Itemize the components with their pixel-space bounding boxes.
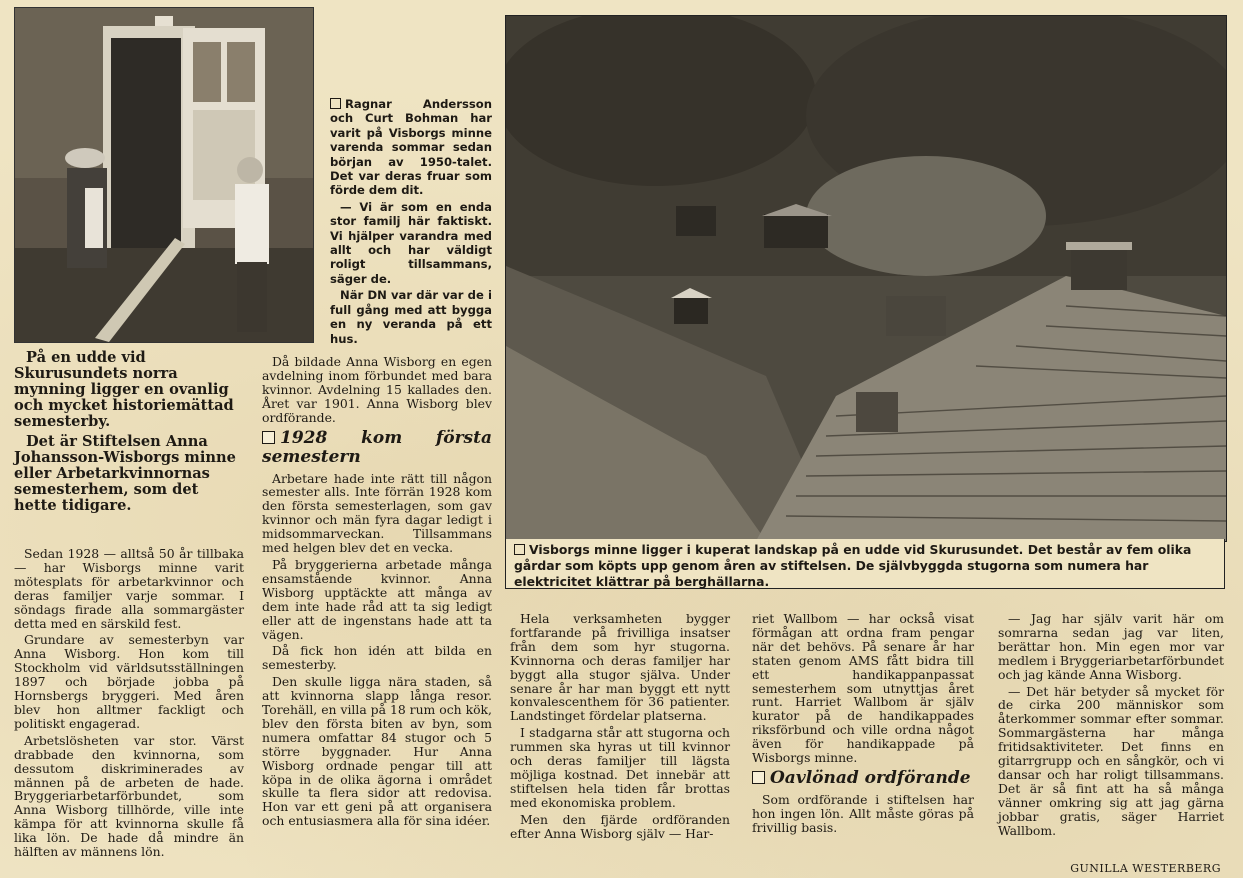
body-paragraph: På bryggerierna arbetade många ensamstående kvinnor. Anna Wisborg upptäckte att många av dem inte hade råd att ta sig ledigt eller att de ingenstans hade att ta vägen. [262,556,492,642]
body-paragraph: Sedan 1928 — alltså 50 år tillbaka — har Wisborgs minne varit mötesplats för arbetarkvinnor och deras familjer varje sommar. I söndags firade alla sommargäster detta med en särskild fest. [14,546,244,631]
photo-landscape [505,15,1227,542]
side-text [330,97,492,348]
body-paragraph: Den skulle ligga nära staden, så att kvinnorna slapp långa resor. Torehäll, en villa på 18 rum och kök, blev den första biten av byn, som numera omfattar 84 stugor och 5 större byggnader. Hur Anna Wisborg ordnade pengar till att köpa in de olika ägorna i området skulle ta flera sidor att redovisa. Hon var ett geni på att organisera och entusiasmera alla för sina idéer. [262,674,492,829]
body-paragraph: — Jag har själv varit här om somrarna sedan jag var liten, berättar hon. Min egen mor var medlem i Bryggeriarbetarförbundet och jag kände Anna Wisborg. [998,611,1224,682]
body-paragraph: — Det här betyder så mycket för de cirka 200 människor som återkommer sommar efter sommar. Sommargästerna har många fritidsaktiviteter. Det finns en gitarrgrupp och en sångkör, och vi dansar och har roligt tillsammans. Det är så fint att ha så många vänner omkring sig att jag gärna jobbar gratis, säger Harriet Wallbom. [998,683,1224,838]
body-paragraph: Grundare av semesterbyn var Anna Wisborg. Hon kom till Stockholm vid världsutsställningen 1897 och började jobba på Hornsbergs bryggeri. Med åren blev hon alltmer fackligt och politiskt engagerad. [14,632,244,731]
lead-paragraph: Det är Stiftelsen Anna Johansson-Wisborgs minne eller Arbetarkvinnornas semesterhem, som det hette tidigare. [14,433,236,514]
photo-landscape-image [506,16,1226,541]
subheading-box-icon [262,431,275,444]
caption-box-icon [514,544,525,555]
side-paragraph: När DN var där var de i full gång med att bygga en ny veranda på ett hus. [330,288,492,346]
body-paragraph: I stadgarna står att stugorna och rummen ska hyras ut till kvinnor och deras familjer till lägsta möjliga kostnad. Det innebär att stiftelsen hela tiden får brottas med ekonomiska problem. [510,725,730,810]
subheading-box-icon [752,771,765,784]
side-paragraph: — Vi är som en enda stor familj här faktiskt. Vi hjälper varandra med allt och har väldigt roligt tillsammans, säger de. [330,199,492,286]
body-paragraph: Då fick hon idén att bilda en semesterby. [262,643,492,673]
column-4 [752,612,974,838]
body-paragraph: Då bildade Anna Wisborg en egen avdelning inom förbundet med bara kvinnor. Avdelning 15 kallades den. Året var 1901. Anna Wisborg blev ordförande. [262,354,492,425]
lead-paragraph: På en udde vid Skurusundets norra mynning ligger en ovanlig och mycket historiemättad semesterby. [14,349,234,430]
body-paragraph: Men den fjärde ordföranden efter Anna Wisborg själv — Har- [510,811,730,841]
body-paragraph: Arbetare hade inte rätt till någon semester alls. Inte förrän 1928 kom den första semesterlagen, som gav kvinnor och män fyra dagar ledigt i midsommarveckan. Tillsammans med helgen blev det en vecka. [262,470,492,556]
body-paragraph: Som ordförande i stiftelsen har hon ingen lön. Allt måste göras på frivillig basis. [752,791,974,835]
column-2 [262,355,492,831]
author-byline: GUNILLA WESTERBERG [1070,862,1221,875]
body-paragraph: riet Wallbom — har också visat förmågan att ordna fram pengar när det behövs. På senare år har staten genom AMS fått bidra till ett handikappanpassat semesterhem som utnyttjas året runt. Harriet Wallbom är själv kurator på de handikappades riksförbund och ville ordna något även för handikappade på Wisborgs minne. [752,611,974,766]
subheading-unpaid-chair: Oavlönad ordförande [752,769,974,788]
column-3 [510,612,730,844]
photo-caption [505,539,1225,589]
caption-text: Visborgs minne ligger i kuperat landskap på en udde vid Skurusundet. Det består av fem olika gårdar som köpts upp genom åren av stiftelsen. De självbyggda stugorna som numera har elektricitet klättrar på berghällarna. [514,542,1192,589]
body-paragraph: Hela verksamheten bygger fortfarande på frivilliga insatser från dem som hyr stugorna. Kvinnorna och deras familjer har byggt alla stugor själva. Under senare år har man byggt ett nytt konvalescenthem för 36 patienter. Landstinget fördelar platserna. [510,611,730,724]
article-lead [14,350,244,518]
column-1 [14,547,244,862]
photo-two-men-image [15,8,313,342]
body-paragraph: Arbetslösheten var stor. Värst drabbade den kvinnorna, som dessutom diskriminerades av männen på de arbeten de hade. Bryggeriarbetarförbundet, som Anna Wisborg tillhörde, ville inte kämpa för att kvinnorna skulle få lika lön. De hade då mindre än hälften av männens lön. [14,732,244,860]
side-paragraph: Ragnar Andersson och Curt Bohman har varit på Visborgs minne varenda sommar sedan början av 1950-talet. Det var deras fruar som förde dem dit. [330,97,492,198]
column-5 [998,612,1224,841]
side-box-icon [330,98,341,109]
subheading-first-vacation: 1928 kom första semestern [262,427,492,467]
photo-two-men [14,7,314,343]
